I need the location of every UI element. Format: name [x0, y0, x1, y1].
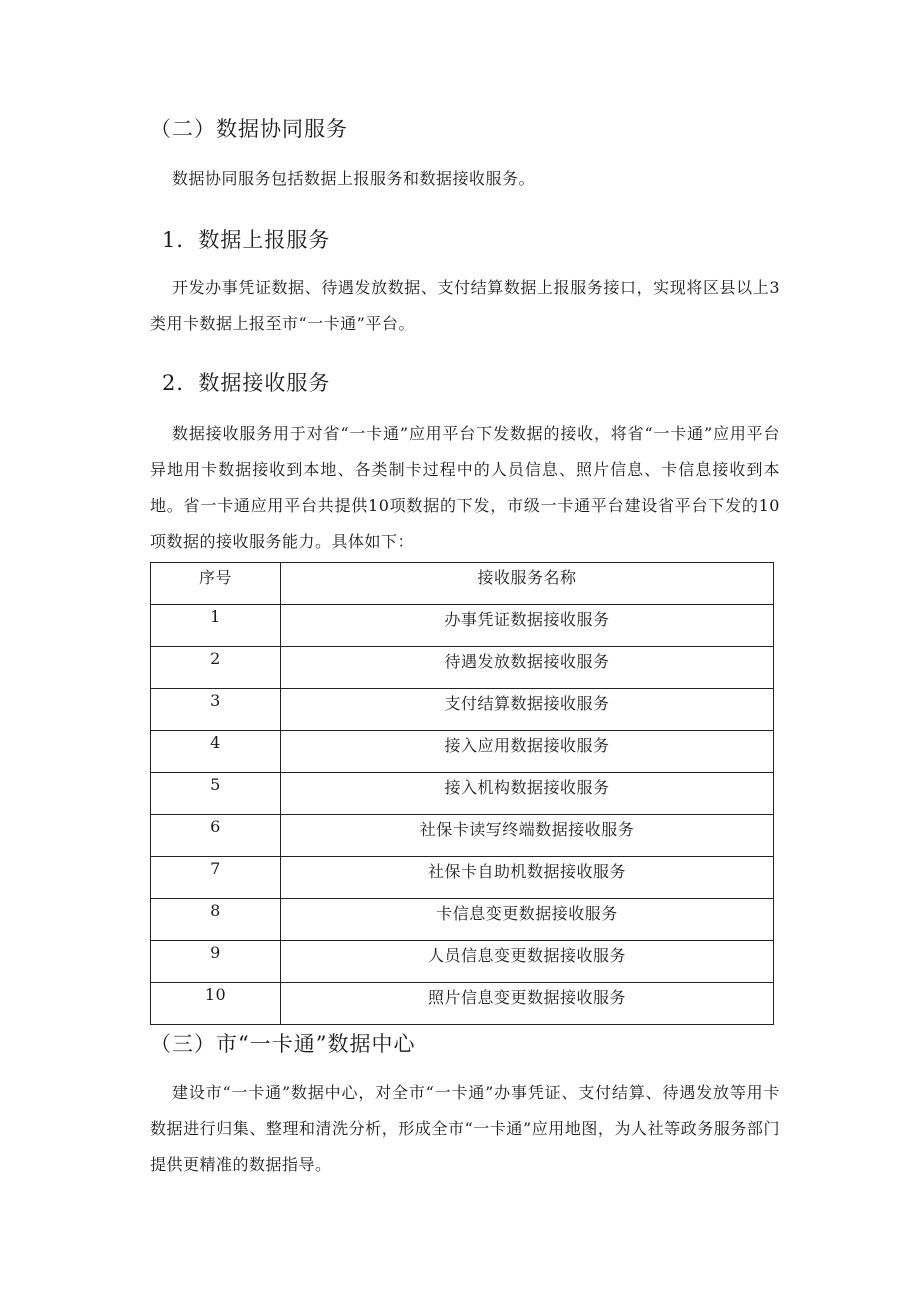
header-service-name: 接收服务名称 [281, 563, 774, 605]
row-index: 2 [151, 647, 281, 689]
row-service-name: 待遇发放数据接收服务 [281, 647, 774, 689]
table-row [151, 857, 774, 899]
row-service-name: 社保卡读写终端数据接收服务 [281, 815, 774, 857]
row-service-name: 卡信息变更数据接收服务 [281, 899, 774, 941]
row-index: 5 [151, 773, 281, 815]
data-receiving-paragraph: 数据接收服务用于对省“一卡通”应用平台下发数据的接收，将省“一卡通”应用平台异地用卡数据接收到本地、各类制卡过程中的人员信息、照片信息、卡信息接收到本地。省一卡通应用平台共提供10项数据的下发，市级一卡通平台建设省平台下发的10项数据的接收服务能力。具体如下： [150, 424, 780, 551]
row-service-name: 人员信息变更数据接收服务 [281, 941, 774, 983]
row-service-name: 办事凭证数据接收服务 [281, 605, 774, 647]
section-heading-data-collaboration: （二）数据协同服务 [150, 117, 348, 141]
row-service-name: 社保卡自助机数据接收服务 [281, 857, 774, 899]
table-row [151, 773, 774, 815]
row-index: 9 [151, 941, 281, 983]
table-header-row [151, 563, 774, 605]
row-index: 10 [151, 983, 281, 1025]
data-reporting-paragraph: 开发办事凭证数据、待遇发放数据、支付结算数据上报服务接口，实现将区县以上3类用卡数据上报至市“一卡通”平台。 [150, 278, 780, 333]
table-row [151, 605, 774, 647]
row-index: 8 [151, 899, 281, 941]
subsection-heading-data-receiving: 2．数据接收服务 [162, 371, 331, 395]
row-index: 4 [151, 731, 281, 773]
table-row [151, 689, 774, 731]
row-service-name: 支付结算数据接收服务 [281, 689, 774, 731]
row-index: 3 [151, 689, 281, 731]
receiving-services-table [150, 562, 773, 1025]
data-center-paragraph: 建设市“一卡通”数据中心，对全市“一卡通”办事凭证、支付结算、待遇发放等用卡数据进行归集、整理和清洗分析，形成全市“一卡通”应用地图，为人社等政务服务部门提供更精准的数据指导。 [150, 1083, 780, 1174]
row-index: 1 [151, 605, 281, 647]
table-row [151, 941, 774, 983]
table-row [151, 983, 774, 1025]
header-index: 序号 [151, 563, 281, 605]
table-row [151, 731, 774, 773]
row-index: 7 [151, 857, 281, 899]
section-heading-data-center: （三）市“一卡通”数据中心 [150, 1032, 416, 1056]
table-row [151, 647, 774, 689]
row-index: 6 [151, 815, 281, 857]
table-row [151, 815, 774, 857]
row-service-name: 接入机构数据接收服务 [281, 773, 774, 815]
table-row [151, 899, 774, 941]
row-service-name: 接入应用数据接收服务 [281, 731, 774, 773]
subsection-heading-data-reporting: 1．数据上报服务 [162, 228, 331, 252]
row-service-name: 照片信息变更数据接收服务 [281, 983, 774, 1025]
section-intro-paragraph: 数据协同服务包括数据上报服务和数据接收服务。 [172, 169, 536, 188]
